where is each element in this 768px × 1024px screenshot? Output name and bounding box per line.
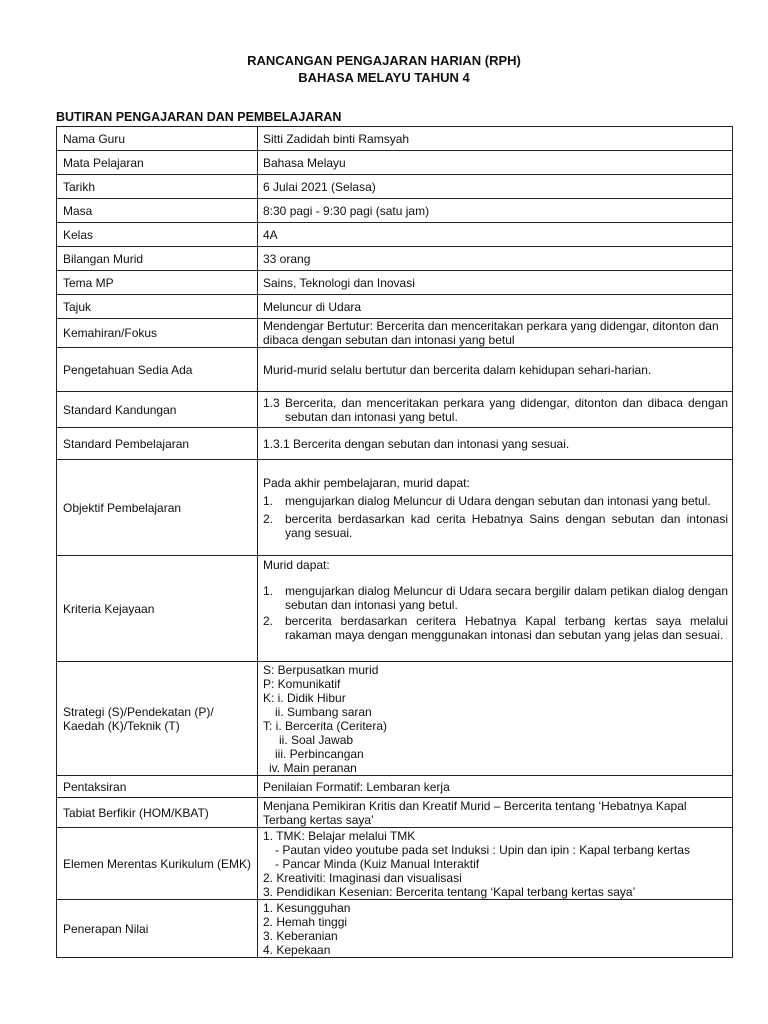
- row-value: 6 Julai 2021 (Selasa): [258, 175, 733, 199]
- row-value: Mendengar Bertutur: Bercerita dan menceritakan perkara yang didengar, ditonton dan dibaca dengan sebutan dan intonasi yang betul: [258, 319, 733, 348]
- item-number: 2.: [263, 614, 274, 628]
- section-heading: BUTIRAN PENGAJARAN DAN PEMBELAJARAN: [56, 110, 342, 124]
- item-text: Bercerita, dan menceritakan perkara yang didengar, ditonton dan dibaca dengan sebutan dan intonasi yang betul.: [285, 395, 728, 424]
- emk-line: 3. Pendidikan Kesenian: Bercerita tentang ‘Kapal terbang kertas saya’: [263, 884, 636, 899]
- row-value: 33 orang: [258, 247, 733, 271]
- row-value: [258, 460, 733, 556]
- table-row: [57, 271, 733, 295]
- table-row: [57, 199, 733, 223]
- row-label: Kriteria Kejayaan: [57, 556, 258, 662]
- emk-line: 1. TMK: Belajar melalui TMK: [263, 828, 416, 843]
- strategy-line: ii. Soal Jawab: [279, 732, 354, 747]
- value-line: 3. Keberanian: [263, 928, 338, 943]
- item-number: 1.3: [263, 395, 280, 410]
- strategy-line: ii. Sumbang saran: [275, 704, 372, 719]
- item-number: 1.: [263, 584, 274, 598]
- row-label: Penerapan Nilai: [57, 900, 258, 958]
- row-label: Kelas: [57, 223, 258, 247]
- document-subtitle: BAHASA MELAYU TAHUN 4: [298, 70, 470, 85]
- row-value: Meluncur di Udara: [258, 295, 733, 319]
- row-value: Bahasa Melayu: [258, 151, 733, 175]
- table-row: [57, 460, 733, 556]
- document-title: RANCANGAN PENGAJARAN HARIAN (RPH): [247, 53, 521, 68]
- row-label: Standard Pembelajaran: [57, 428, 258, 460]
- table-row: [57, 151, 733, 175]
- row-value: [258, 828, 733, 900]
- row-value: Murid-murid selalu bertutur dan bercerita dalam kehidupan sehari-harian.: [258, 348, 733, 392]
- row-value: Penilaian Formatif: Lembaran kerja: [258, 776, 733, 798]
- row-value: 1.3.1 Bercerita dengan sebutan dan intonasi yang sesuai.: [258, 428, 733, 460]
- table-row: [57, 556, 733, 662]
- row-label: Bilangan Murid: [57, 247, 258, 271]
- row-value: Sitti Zadidah binti Ramsyah: [258, 127, 733, 151]
- row-label: Pengetahuan Sedia Ada: [57, 348, 258, 392]
- row-label: Objektif Pembelajaran: [57, 460, 258, 556]
- row-label: Mata Pelajaran: [57, 151, 258, 175]
- table-row: [57, 247, 733, 271]
- row-label: Pentaksiran: [57, 776, 258, 798]
- row-label: Tajuk: [57, 295, 258, 319]
- row-value: [258, 556, 733, 662]
- strategy-line: P: Komunikatif: [263, 676, 341, 691]
- table-row: [57, 223, 733, 247]
- value-line: 4. Kepekaan: [263, 942, 331, 957]
- emk-line: - Pancar Minda (Kuiz Manual Interaktif: [275, 856, 480, 871]
- table-row: [57, 392, 733, 428]
- item-number: 1.: [263, 493, 274, 508]
- list-item: [263, 614, 728, 642]
- item-number: 2.: [263, 511, 274, 526]
- row-value: 8:30 pagi - 9:30 pagi (satu jam): [258, 199, 733, 223]
- table-row: [57, 798, 733, 828]
- strategy-line: T: i. Bercerita (Ceritera): [263, 718, 388, 733]
- item-text: mengujarkan dialog Meluncur di Udara secara bergilir dalam petikan dialog dengan sebutan dan intonasi yang betul.: [285, 584, 728, 612]
- list-item: [263, 584, 728, 612]
- table-row: [57, 295, 733, 319]
- list-item: [263, 512, 728, 540]
- table-row: [57, 662, 733, 776]
- table-row: [57, 348, 733, 392]
- row-value: Menjana Pemikiran Kritis dan Kreatif Murid – Bercerita tentang ‘Hebatnya Kapal Terbang kertas saya’: [258, 798, 733, 828]
- row-label: Tarikh: [57, 175, 258, 199]
- row-intro: Pada akhir pembelajaran, murid dapat:: [263, 475, 470, 490]
- emk-line: - Pautan video youtube pada set Induksi : Upin dan ipin : Kapal terbang kertas: [275, 842, 690, 857]
- row-label: Elemen Merentas Kurikulum (EMK): [57, 828, 258, 900]
- row-label: Standard Kandungan: [57, 392, 258, 428]
- row-label: Tema MP: [57, 271, 258, 295]
- strategy-line: iv. Main peranan: [269, 760, 357, 775]
- table-row: [57, 319, 733, 348]
- row-value: [258, 900, 733, 958]
- table-row: [57, 127, 733, 151]
- row-intro: Murid dapat:: [263, 558, 330, 572]
- row-label: Tabiat Berfikir (HOM/KBAT): [57, 798, 258, 828]
- table-row: [57, 776, 733, 798]
- value-line: 1. Kesungguhan: [263, 900, 351, 915]
- row-label: Strategi (S)/Pendekatan (P)/ Kaedah (K)/Teknik (T): [57, 662, 258, 776]
- strategy-line: S: Berpusatkan murid: [263, 662, 379, 677]
- item-text: mengujarkan dialog Meluncur di Udara dengan sebutan dan intonasi yang betul.: [285, 493, 711, 508]
- value-line: 2. Hemah tinggi: [263, 914, 348, 929]
- row-value: 4A: [258, 223, 733, 247]
- table-row: [57, 900, 733, 958]
- list-item: [263, 494, 728, 508]
- row-label: Masa: [57, 199, 258, 223]
- row-value: [258, 392, 733, 428]
- strategy-line: K: i. Didik Hibur: [263, 690, 346, 705]
- item-text: bercerita berdasarkan kad cerita Hebatnya Sains dengan sebutan dan intonasi yang sesuai.: [285, 511, 728, 540]
- strategy-line: iii. Perbincangan: [275, 746, 364, 761]
- row-value: [258, 662, 733, 776]
- table-row: [57, 428, 733, 460]
- table-row: [57, 175, 733, 199]
- emk-line: 2. Kreativiti: Imaginasi dan visualisasi: [263, 870, 462, 885]
- row-label: Kemahiran/Fokus: [57, 319, 258, 348]
- table-row: [57, 828, 733, 900]
- row-label: Nama Guru: [57, 127, 258, 151]
- item-text: bercerita berdasarkan ceritera Hebatnya Kapal terbang kertas saya melalui rakaman maya dengan menggunakan intonasi dan sebutan yang jelas dan sesuai.: [285, 614, 728, 642]
- row-value: Sains, Teknologi dan Inovasi: [258, 271, 733, 295]
- lesson-details-table: [56, 126, 733, 958]
